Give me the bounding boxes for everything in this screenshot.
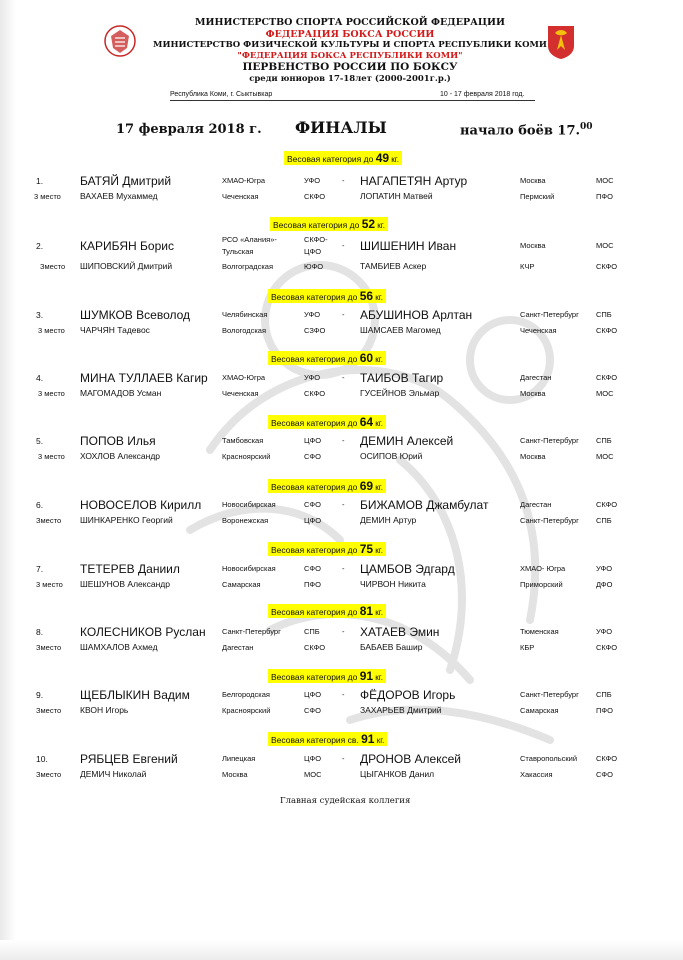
third-place-district: СФО (304, 706, 321, 715)
judges-panel-caption: Главная судейская коллегия (280, 796, 411, 806)
third-place-region: Самарская (222, 580, 261, 589)
third-place-name-2: БАБАЕВ Башир (360, 642, 423, 652)
winner-name: ЩЕБЛЫКИН Вадим (80, 688, 190, 702)
third-place-district-2: СПБ (596, 516, 612, 525)
finalist-region: Санкт-Петербург (520, 310, 579, 319)
winner-region: Липецкая (222, 754, 256, 763)
third-place-district: ЦФО (304, 516, 322, 525)
bout-number: 9. (36, 690, 44, 700)
third-place-district: СКФО (304, 192, 326, 201)
weight-category-label: Весовая категория до 52 кг. (270, 217, 388, 231)
third-place-name-2: ЛОПАТИН Матвей (360, 191, 433, 201)
third-place-name-2: ТАМБИЕВ Аскер (360, 261, 427, 271)
finalist-name: АБУШИНОВ Арлтан (360, 308, 473, 322)
third-place-region: Вологодская (222, 326, 267, 335)
ministry-emblem-icon (103, 24, 137, 58)
weight-category-label: Весовая категория до 56 кг. (268, 289, 386, 303)
finalist-district: СПБ (596, 436, 612, 445)
bout-number: 4. (36, 373, 44, 383)
third-place-district-2: МОС (596, 452, 614, 461)
finalist-region: Москва (520, 176, 546, 185)
third-place-label: 3 место (38, 389, 65, 398)
third-place-region: Волгоградская (222, 262, 274, 271)
age-group-subtitle: среди юниоров 17-18лет (2000-2001г.р.) (249, 74, 451, 84)
winner-region: Новосибирская (222, 500, 276, 509)
finalist-region: Дагестан (520, 373, 552, 382)
winner-name: БАТЯЙ Дмитрий (80, 174, 172, 188)
third-place-district-2: ДФО (596, 580, 613, 589)
winner-region: Челябинская (222, 310, 268, 319)
finalist-region: ХМАО- Югра (520, 564, 566, 573)
bout-number: 5. (36, 436, 44, 446)
weight-category-label: Весовая категория до 91 кг. (268, 669, 386, 683)
third-place-name-2: ШАМСАЕВ Магомед (360, 325, 441, 335)
finalist-region: Санкт-Петербург (520, 436, 579, 445)
third-place-region-2: Москва (520, 389, 546, 398)
bout-start-time: начало боёв 17.00 (460, 122, 593, 139)
bout-number: 6. (36, 500, 44, 510)
third-place-name: ХОХЛОВ Александр (80, 451, 161, 461)
third-place-region-2: Пермский (520, 192, 555, 201)
weight-category-label: Весовая категория до 69 кг. (268, 479, 386, 493)
winner-region: Санкт-Петербург (222, 627, 281, 636)
winner-district: СКФО- (304, 235, 328, 244)
third-place-label: Зместо (40, 262, 66, 271)
weight-category-label: Весовая категория до 81 кг. (268, 604, 386, 618)
winner-region: Тамбовская (222, 436, 264, 445)
komi-ministry-title: МИНИСТЕРСТВО ФИЗИЧЕСКОЙ КУЛЬТУРЫ И СПОРТА РЕСПУБЛИКИ КОМИ (153, 40, 547, 50)
bout-dash: - (342, 690, 345, 699)
third-place-label: Зместо (36, 706, 62, 715)
third-place-region: Красноярский (222, 706, 271, 715)
bout-number: 3. (36, 310, 44, 320)
event-dates: 10 - 17 февраля 2018 год. (440, 91, 525, 98)
finalist-region: Тюменская (520, 627, 559, 636)
bout-dash: - (342, 564, 345, 573)
third-place-district: ЮФО (304, 262, 324, 271)
winner-district: УФО (304, 310, 321, 319)
finalist-district: СПБ (596, 690, 612, 699)
third-place-label: 3 место (34, 192, 61, 201)
winner-name: МИНА ТУЛЛАЕВ Кагир (80, 371, 208, 385)
event-location: Республика Коми, г. Сыктывкар (170, 91, 273, 98)
third-place-district: СФО (304, 452, 321, 461)
boxing-federation-title: ФЕДЕРАЦИЯ БОКСА РОССИИ (265, 29, 435, 40)
third-place-district-2: СКФО (596, 326, 618, 335)
third-place-name: ДЕМИЧ Николай (80, 769, 147, 779)
ministry-sport-title: МИНИСТЕРСТВО СПОРТА РОССИЙСКОЙ ФЕДЕРАЦИИ (195, 17, 505, 28)
winner-district: ЦФО (304, 690, 322, 699)
winner-district: УФО (304, 176, 321, 185)
winner-region: Новосибирская (222, 564, 276, 573)
finalist-region: Санкт-Петербург (520, 690, 579, 699)
winner-district: ЦФО (304, 436, 322, 445)
winner-name: ТЕТЕРЕВ Даниил (80, 562, 180, 576)
winner-region: Белгородская (222, 690, 270, 699)
third-place-region-2: Приморский (520, 580, 563, 589)
winner-district: ЦФО (304, 754, 322, 763)
third-place-name: ШЕШУНОВ Александр (80, 579, 170, 589)
third-place-region-2: Чеченская (520, 326, 557, 335)
third-place-label: 3 место (38, 452, 65, 461)
third-place-region: Чеченская (222, 192, 259, 201)
finalist-name: ФЁДОРОВ Игорь (360, 688, 456, 702)
third-place-district-2: СКФО (596, 643, 618, 652)
winner-district-2: ЦФО (304, 247, 322, 256)
winner-district: СФО (304, 500, 321, 509)
championship-title: ПЕРВЕНСТВО РОССИИ ПО БОКСУ (242, 61, 458, 73)
third-place-name: ШИНКАРЕНКО Георгий (80, 515, 173, 525)
weight-category-label: Весовая категория до 49 кг. (284, 151, 402, 165)
third-place-label: 3 место (36, 580, 63, 589)
winner-region: РСО «Алания»- (222, 235, 277, 244)
third-place-name-2: ОСИПОВ Юрий (360, 451, 423, 461)
finalist-name: ХАТАЕВ Эмин (360, 625, 440, 639)
weight-category-label: Весовая категория до 60 кг. (268, 351, 386, 365)
finalist-region: Дагестан (520, 500, 552, 509)
finalist-district: СКФО (596, 500, 618, 509)
winner-name: РЯБЦЕВ Евгений (80, 752, 178, 766)
third-place-district: МОС (304, 770, 322, 779)
finalist-name: ШИШЕНИН Иван (360, 239, 457, 253)
third-place-name-2: ЗАХАРЬЕВ Дмитрий (360, 705, 442, 715)
bout-dash: - (342, 627, 345, 636)
bout-dash: - (342, 310, 345, 319)
third-place-name: МАГОМАДОВ Усман (80, 388, 162, 398)
finals-date: 17 февраля 2018 г. (116, 122, 262, 137)
third-place-district-2: МОС (596, 389, 614, 398)
third-place-region-2: Хакассия (520, 770, 553, 779)
finalist-name: ТАИБОВ Тагир (360, 371, 444, 385)
finals-title: ФИНАЛЫ (295, 118, 387, 137)
third-place-name: ЧАРЧЯН Тадевос (80, 325, 150, 335)
finalist-name: ЦАМБОВ Эдгард (360, 562, 455, 576)
bout-dash: - (342, 500, 345, 509)
bout-dash: - (342, 176, 345, 185)
third-place-name-2: ГУСЕЙНОВ Эльмар (360, 388, 440, 398)
winner-name: ПОПОВ Илья (80, 434, 156, 448)
third-place-district-2: СФО (596, 770, 613, 779)
finalist-region: Ставропольский (520, 754, 578, 763)
winner-district: СПБ (304, 627, 320, 636)
finalist-district: СПБ (596, 310, 612, 319)
finalist-name: ДРОНОВ Алексей (360, 752, 461, 766)
bout-dash: - (342, 436, 345, 445)
finalist-district: УФО (596, 627, 613, 636)
bout-dash: - (342, 373, 345, 382)
third-place-region: Москва (222, 770, 248, 779)
third-place-label: Зместо (36, 770, 62, 779)
winner-name: ШУМКОВ Всеволод (80, 308, 191, 322)
finalist-district: МОС (596, 241, 614, 250)
third-place-district: СКФО (304, 643, 326, 652)
third-place-region: Красноярский (222, 452, 271, 461)
third-place-district: ПФО (304, 580, 321, 589)
third-place-name-2: ЦЫГАНКОВ Данил (360, 769, 435, 779)
third-place-name: ВАХАЕВ Мухаммед (80, 191, 158, 201)
winner-district: УФО (304, 373, 321, 382)
finalist-district: СКФО (596, 373, 618, 382)
third-place-label: Зместо (36, 643, 62, 652)
third-place-district: СКФО (304, 389, 326, 398)
finalist-name: НАГАПЕТЯН Артур (360, 174, 468, 188)
third-place-region: Чеченская (222, 389, 259, 398)
finalist-name: ДЕМИН Алексей (360, 434, 454, 448)
third-place-region-2: КБР (520, 643, 535, 652)
finalist-district: МОС (596, 176, 614, 185)
third-place-name: ШАМХАЛОВ Ахмед (80, 642, 158, 652)
finalist-district: СКФО (596, 754, 618, 763)
winner-region-2: Тульская (222, 247, 254, 256)
bout-dash: - (342, 754, 345, 763)
third-place-label: 3 место (38, 326, 65, 335)
bout-number: 10. (36, 754, 48, 764)
winner-region: ХМАО-Югра (222, 373, 266, 382)
third-place-name-2: ДЕМИН Артур (360, 515, 417, 525)
finalist-name: БИЖАМОВ Джамбулат (360, 498, 489, 512)
third-place-name: КВОН Игорь (80, 705, 129, 715)
weight-category-label: Весовая категория св. 91 кг. (268, 732, 387, 746)
third-place-district-2: ПФО (596, 706, 613, 715)
third-place-district-2: ПФО (596, 192, 613, 201)
third-place-region-2: Санкт-Петербург (520, 516, 579, 525)
header-divider (170, 100, 535, 101)
third-place-region-2: Самарская (520, 706, 559, 715)
third-place-region-2: Москва (520, 452, 546, 461)
bout-dash: - (342, 241, 345, 250)
third-place-label: Зместо (36, 516, 62, 525)
winner-name: КАРИБЯН Борис (80, 239, 174, 253)
third-place-region: Воронежская (222, 516, 269, 525)
finalist-district: УФО (596, 564, 613, 573)
third-place-name-2: ЧИРВОН Никита (360, 579, 426, 589)
weight-category-label: Весовая категория до 75 кг. (268, 542, 386, 556)
third-place-region-2: КЧР (520, 262, 535, 271)
winner-name: КОЛЕСНИКОВ Руслан (80, 625, 206, 639)
winner-district: СФО (304, 564, 321, 573)
weight-category-label: Весовая категория до 64 кг. (268, 415, 386, 429)
winner-name: НОВОСЕЛОВ Кирилл (80, 498, 202, 512)
bout-number: 1. (36, 176, 44, 186)
third-place-name: ШИПОВСКИЙ Дмитрий (80, 261, 173, 271)
winner-region: ХМАО-Югра (222, 176, 266, 185)
third-place-region: Дагестан (222, 643, 254, 652)
finalist-region: Москва (520, 241, 546, 250)
bout-number: 2. (36, 241, 44, 251)
bout-number: 7. (36, 564, 44, 574)
komi-federation-title: "ФЕДЕРАЦИЯ БОКСА РЕСПУБЛИКИ КОМИ" (237, 51, 463, 61)
third-place-district: СЗФО (304, 326, 326, 335)
bout-number: 8. (36, 627, 44, 637)
third-place-district-2: СКФО (596, 262, 618, 271)
